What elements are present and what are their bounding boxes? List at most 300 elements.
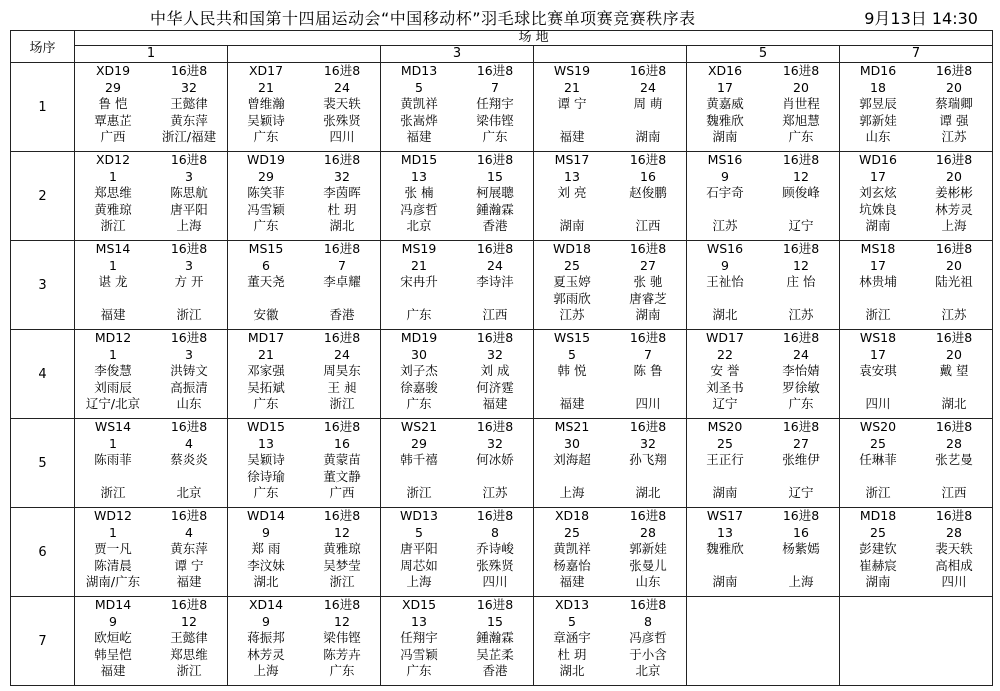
match-round: 16进8	[629, 241, 667, 256]
player-a1: 刘 亮	[557, 185, 587, 201]
province-b: 浙江	[176, 307, 202, 323]
seed-a: 13	[258, 435, 274, 451]
match-round: 16进8	[323, 508, 361, 523]
player-b2: 王 昶	[327, 379, 357, 395]
player-b2: 于小含	[629, 646, 667, 662]
province-b: 江苏	[482, 485, 508, 501]
match-cell	[228, 63, 381, 152]
player-a1: 宋冉升	[400, 274, 438, 290]
schedule-row	[11, 63, 993, 152]
province-b: 山东	[635, 574, 661, 590]
match-event: MS19	[401, 241, 437, 256]
province-a: 福建	[406, 129, 432, 145]
player-b2: 郑思维	[170, 646, 208, 662]
player-a1: 魏雅欣	[706, 541, 744, 557]
seed-a: 9	[721, 168, 729, 184]
province-a: 广东	[406, 307, 432, 323]
match-round: 16进8	[476, 597, 514, 612]
province-b: 福建	[176, 574, 202, 590]
player-a2: 黄雅琼	[94, 201, 132, 217]
match-cell	[228, 330, 381, 419]
player-b1: 郭新娃	[629, 541, 667, 557]
court-header-row	[11, 46, 993, 63]
player-b1: 乔诗峻	[476, 541, 514, 557]
province-b: 广东	[788, 396, 814, 412]
player-b2	[457, 291, 533, 308]
court-label	[534, 46, 687, 63]
match-round: 16进8	[935, 152, 973, 167]
province-a: 上海	[253, 663, 279, 679]
seed-b: 15	[487, 168, 503, 184]
province-a: 北京	[406, 218, 432, 234]
player-a2	[687, 291, 763, 308]
match-event: WD19	[247, 152, 285, 167]
seed-b: 3	[185, 346, 193, 362]
match-event: MD18	[859, 508, 897, 523]
court-label: 7	[840, 46, 993, 63]
province-a: 广东	[253, 396, 279, 412]
player-a2	[534, 380, 610, 397]
seed-b: 24	[334, 79, 350, 95]
province-a: 广西	[100, 129, 126, 145]
player-b2: 董文静	[323, 468, 361, 484]
venue-header: 场 地	[75, 31, 993, 46]
seed-a: 29	[411, 435, 427, 451]
seed-a: 5	[415, 524, 423, 540]
seed-b: 20	[793, 79, 809, 95]
province-b: 江西	[941, 485, 967, 501]
match-event: XD13	[554, 597, 590, 612]
player-a2: 吴拓斌	[247, 379, 285, 395]
match-event: XD16	[707, 63, 743, 78]
province-a: 湖南	[712, 574, 738, 590]
player-a1: 任琳菲	[859, 452, 897, 468]
match-event: MS18	[860, 241, 896, 256]
province-a: 浙江	[100, 218, 126, 234]
seed-b: 20	[946, 346, 962, 362]
match-cell	[534, 597, 687, 686]
match-event: MS17	[554, 152, 590, 167]
seed-a: 6	[262, 257, 270, 273]
schedule-row	[11, 508, 993, 597]
province-b: 香港	[329, 307, 355, 323]
match-cell	[75, 330, 228, 419]
province-a: 福建	[100, 307, 126, 323]
player-a2	[381, 291, 457, 308]
player-a1: 石宇奇	[706, 185, 744, 201]
match-event: MD12	[94, 330, 132, 345]
player-b1: 赵俊鹏	[629, 185, 667, 201]
province-b: 湖北	[329, 218, 355, 234]
match-round: 16进8	[476, 330, 514, 345]
player-a1: 刘子杰	[400, 363, 438, 379]
match-round: 16进8	[170, 63, 208, 78]
seed-b: 27	[793, 435, 809, 451]
player-a2: 覃惠芷	[94, 112, 132, 128]
province-b: 浙江	[329, 574, 355, 590]
player-b1: 鍾瀚霖	[476, 630, 514, 646]
match-event: MD13	[400, 63, 438, 78]
province-b: 上海	[176, 218, 202, 234]
match-cell	[687, 330, 840, 419]
match-event: WS15	[553, 330, 591, 345]
match-round: 16进8	[323, 330, 361, 345]
match-event: XD18	[554, 508, 590, 523]
province-a: 湖南	[865, 218, 891, 234]
player-b1: 陆光祖	[935, 274, 973, 290]
province-a: 广东	[253, 218, 279, 234]
player-a1: 刘玄炫	[859, 185, 897, 201]
match-event: WD17	[706, 330, 744, 345]
seed-b: 4	[185, 435, 193, 451]
province-b: 辽宁	[788, 218, 814, 234]
player-b2	[763, 202, 839, 219]
seed-b: 24	[640, 79, 656, 95]
match-event: WD15	[247, 419, 285, 434]
province-a: 广东	[253, 129, 279, 145]
player-b2: 罗徐敏	[782, 379, 820, 395]
province-a: 福建	[559, 396, 585, 412]
match-cell	[75, 419, 228, 508]
court-label: 1	[75, 46, 228, 63]
match-event: WD12	[94, 508, 132, 523]
match-round: 16进8	[323, 419, 361, 434]
player-b1: 洪铸文	[170, 363, 208, 379]
province-a: 上海	[406, 574, 432, 590]
seed-b: 32	[334, 168, 350, 184]
player-a1: 唐平阳	[400, 541, 438, 557]
player-a1: 鲁 恺	[98, 96, 128, 112]
match-cell	[534, 63, 687, 152]
province-b: 四川	[482, 574, 508, 590]
player-a1: 张 楠	[404, 185, 434, 201]
match-event: WD13	[400, 508, 438, 523]
player-b1: 方 开	[174, 274, 204, 290]
player-b2: 谭 强	[939, 112, 969, 128]
seed-b: 27	[640, 257, 656, 273]
province-b: 上海	[941, 218, 967, 234]
player-a1: 谭 宁	[557, 96, 587, 112]
player-a2	[687, 558, 763, 575]
player-a2	[381, 469, 457, 486]
seed-a: 1	[109, 524, 117, 540]
seed-b: 32	[181, 79, 197, 95]
player-a1: 黄凯祥	[553, 541, 591, 557]
player-b1: 梁伟铿	[323, 630, 361, 646]
match-cell	[381, 330, 534, 419]
player-b1: 陈 鲁	[633, 363, 663, 379]
match-round: 16进8	[782, 419, 820, 434]
player-b2: 张曼儿	[629, 557, 667, 573]
seed-a: 13	[411, 168, 427, 184]
seed-b: 20	[946, 79, 962, 95]
match-cell	[381, 152, 534, 241]
player-b2	[763, 469, 839, 486]
player-a1: 陈笑菲	[247, 185, 285, 201]
province-b: 福建	[482, 396, 508, 412]
player-b2: 黄东萍	[170, 112, 208, 128]
match-event: MD19	[400, 330, 438, 345]
seed-b: 7	[644, 346, 652, 362]
match-round: 16进8	[323, 597, 361, 612]
match-order: 4	[11, 330, 75, 419]
order-header: 场序	[11, 31, 75, 63]
match-round: 16进8	[782, 152, 820, 167]
player-b2: 何济霆	[476, 379, 514, 395]
seed-a: 25	[564, 257, 580, 273]
player-a2: 冯雪颖	[247, 201, 285, 217]
province-b: 江西	[482, 307, 508, 323]
match-event: WS16	[706, 241, 744, 256]
seed-b: 32	[487, 435, 503, 451]
player-a2	[75, 469, 151, 486]
match-round: 16进8	[935, 419, 973, 434]
player-a2: 魏雅欣	[706, 112, 744, 128]
player-b2: 唐平阳	[170, 201, 208, 217]
seed-b: 24	[793, 346, 809, 362]
match-cell	[381, 508, 534, 597]
match-cell	[381, 63, 534, 152]
province-b: 山东	[176, 396, 202, 412]
match-event: WS20	[859, 419, 897, 434]
province-b: 香港	[482, 218, 508, 234]
seed-a: 29	[105, 79, 121, 95]
province-a: 浙江	[406, 485, 432, 501]
player-b2: 吴梦莹	[323, 557, 361, 573]
match-cell	[75, 152, 228, 241]
player-a1: 贾一凡	[94, 541, 132, 557]
match-cell	[840, 152, 993, 241]
match-round: 16进8	[629, 152, 667, 167]
province-b: 江西	[635, 218, 661, 234]
player-b1: 肖世程	[782, 96, 820, 112]
seed-b: 20	[946, 168, 962, 184]
player-b2: 高相成	[935, 557, 973, 573]
match-round: 16进8	[476, 419, 514, 434]
seed-a: 17	[870, 168, 886, 184]
player-a2: 冯雪颖	[400, 646, 438, 662]
match-event: XD15	[401, 597, 437, 612]
player-a2: 杨嘉怡	[553, 557, 591, 573]
seed-b: 28	[946, 524, 962, 540]
player-a2	[534, 113, 610, 130]
player-a1: 陈雨菲	[94, 452, 132, 468]
match-event: XD19	[95, 63, 131, 78]
player-b1: 杨紫嫣	[782, 541, 820, 557]
player-b1: 蔡炎炎	[170, 452, 208, 468]
seed-a: 1	[109, 257, 117, 273]
match-round: 16进8	[629, 508, 667, 523]
player-b1: 李怡婧	[782, 363, 820, 379]
match-round: 16进8	[935, 330, 973, 345]
seed-a: 21	[411, 257, 427, 273]
match-round: 16进8	[170, 597, 208, 612]
player-b2	[610, 380, 686, 397]
seed-a: 29	[258, 168, 274, 184]
match-round: 16进8	[935, 508, 973, 523]
match-cell	[687, 508, 840, 597]
match-cell	[75, 597, 228, 686]
schedule-row	[11, 152, 993, 241]
player-a2	[840, 469, 916, 486]
province-a: 湖南/广东	[85, 574, 141, 590]
player-b1: 蔡瑞卿	[935, 96, 973, 112]
seed-b: 7	[338, 257, 346, 273]
match-event: MS16	[707, 152, 743, 167]
match-order: 6	[11, 508, 75, 597]
player-b2	[610, 469, 686, 486]
match-cell	[687, 152, 840, 241]
match-cell	[228, 508, 381, 597]
match-round: 16进8	[170, 419, 208, 434]
player-a1: 曾维瀚	[247, 96, 285, 112]
match-round: 16进8	[629, 63, 667, 78]
match-round: 16进8	[782, 330, 820, 345]
player-b1: 张维伊	[782, 452, 820, 468]
player-a2	[228, 291, 304, 308]
match-cell	[840, 419, 993, 508]
province-b: 浙江	[329, 396, 355, 412]
province-b: 江苏	[941, 129, 967, 145]
seed-a: 21	[564, 79, 580, 95]
player-a1: 林贵埔	[859, 274, 897, 290]
seed-b: 16	[640, 168, 656, 184]
seed-b: 16	[793, 524, 809, 540]
province-b: 广东	[329, 663, 355, 679]
match-event: WD18	[553, 241, 591, 256]
player-b2: 梁伟铿	[476, 112, 514, 128]
province-a: 湖北	[253, 574, 279, 590]
player-a1: 刘海超	[553, 452, 591, 468]
player-b1: 黄雅琼	[323, 541, 361, 557]
player-a1: 郭昱辰	[859, 96, 897, 112]
player-a2	[75, 291, 151, 308]
player-b1: 裴天轶	[935, 541, 973, 557]
player-a1: 李俊慧	[94, 363, 132, 379]
seed-a: 9	[721, 257, 729, 273]
match-cell	[381, 419, 534, 508]
match-event: MD16	[859, 63, 897, 78]
seed-b: 28	[946, 435, 962, 451]
match-cell	[381, 241, 534, 330]
player-a1: 郑 雨	[251, 541, 281, 557]
province-a: 山东	[865, 129, 891, 145]
seed-a: 5	[568, 346, 576, 362]
player-a1: 蒋振邦	[247, 630, 285, 646]
seed-b: 24	[487, 257, 503, 273]
province-a: 上海	[559, 485, 585, 501]
province-a: 江苏	[712, 218, 738, 234]
match-cell	[228, 597, 381, 686]
match-event: XD17	[248, 63, 284, 78]
player-a1: 安 誉	[710, 363, 740, 379]
court-label: 5	[687, 46, 840, 63]
match-cell	[228, 241, 381, 330]
match-cell	[75, 63, 228, 152]
player-b1: 张艺曼	[935, 452, 973, 468]
seed-a: 5	[568, 613, 576, 629]
player-a2	[534, 202, 610, 219]
player-b1: 周 萌	[633, 96, 663, 112]
match-round: 16进8	[935, 63, 973, 78]
player-b1: 周昊东	[323, 363, 361, 379]
player-b1: 李诗沣	[476, 274, 514, 290]
player-b2	[916, 380, 992, 397]
seed-a: 17	[870, 257, 886, 273]
province-a: 辽宁/北京	[85, 396, 141, 412]
match-cell	[840, 241, 993, 330]
province-a: 广东	[253, 485, 279, 501]
seed-b: 20	[946, 257, 962, 273]
seed-a: 1	[109, 435, 117, 451]
player-b2	[610, 113, 686, 130]
province-a: 湖北	[559, 663, 585, 679]
match-round: 16进8	[476, 63, 514, 78]
seed-a: 30	[411, 346, 427, 362]
seed-a: 13	[717, 524, 733, 540]
province-b: 湖北	[941, 396, 967, 412]
province-b: 广东	[482, 129, 508, 145]
seed-b: 32	[640, 435, 656, 451]
match-event: WS21	[400, 419, 438, 434]
match-round: 16进8	[476, 241, 514, 256]
court-label	[228, 46, 381, 63]
document-title: 中华人民共和国第十四届运动会“中国移动杯”羽毛球比赛单项赛竞赛秩序表	[150, 9, 696, 28]
province-b: 上海	[788, 574, 814, 590]
seed-b: 24	[334, 346, 350, 362]
seed-b: 8	[491, 524, 499, 540]
match-event: MD14	[94, 597, 132, 612]
province-a: 福建	[559, 129, 585, 145]
match-round: 16进8	[935, 241, 973, 256]
province-b: 浙江/福建	[161, 129, 217, 145]
player-b2	[763, 291, 839, 308]
match-round: 16进8	[782, 63, 820, 78]
schedule-row	[11, 241, 993, 330]
seed-b: 4	[185, 524, 193, 540]
match-event: WD16	[859, 152, 897, 167]
seed-a: 13	[411, 613, 427, 629]
player-a2: 刘雨辰	[94, 379, 132, 395]
player-b1: 冯彦哲	[629, 630, 667, 646]
seed-a: 25	[717, 435, 733, 451]
seed-b: 12	[334, 613, 350, 629]
date-time: 9月13日 14:30	[864, 9, 978, 28]
match-order: 5	[11, 419, 75, 508]
match-event: MS15	[248, 241, 284, 256]
match-event: WS19	[553, 63, 591, 78]
province-a: 浙江	[865, 485, 891, 501]
province-a: 广东	[406, 663, 432, 679]
player-b2	[304, 291, 380, 308]
player-b1: 李茵晖	[323, 185, 361, 201]
seed-a: 21	[258, 346, 274, 362]
empty-match-cell	[840, 597, 993, 686]
player-b2	[916, 469, 992, 486]
match-event: MD15	[400, 152, 438, 167]
player-a2: 徐嘉骏	[400, 379, 438, 395]
seed-b: 7	[491, 79, 499, 95]
player-a1: 韩 悦	[557, 363, 587, 379]
player-b2: 郑旭慧	[782, 112, 820, 128]
match-cell	[534, 241, 687, 330]
player-a1: 章涵宇	[553, 630, 591, 646]
player-a2: 郭新娃	[859, 112, 897, 128]
player-a1: 任翔宇	[400, 630, 438, 646]
schedule-table	[10, 30, 993, 686]
player-b2	[151, 469, 227, 486]
province-a: 湖南	[712, 485, 738, 501]
